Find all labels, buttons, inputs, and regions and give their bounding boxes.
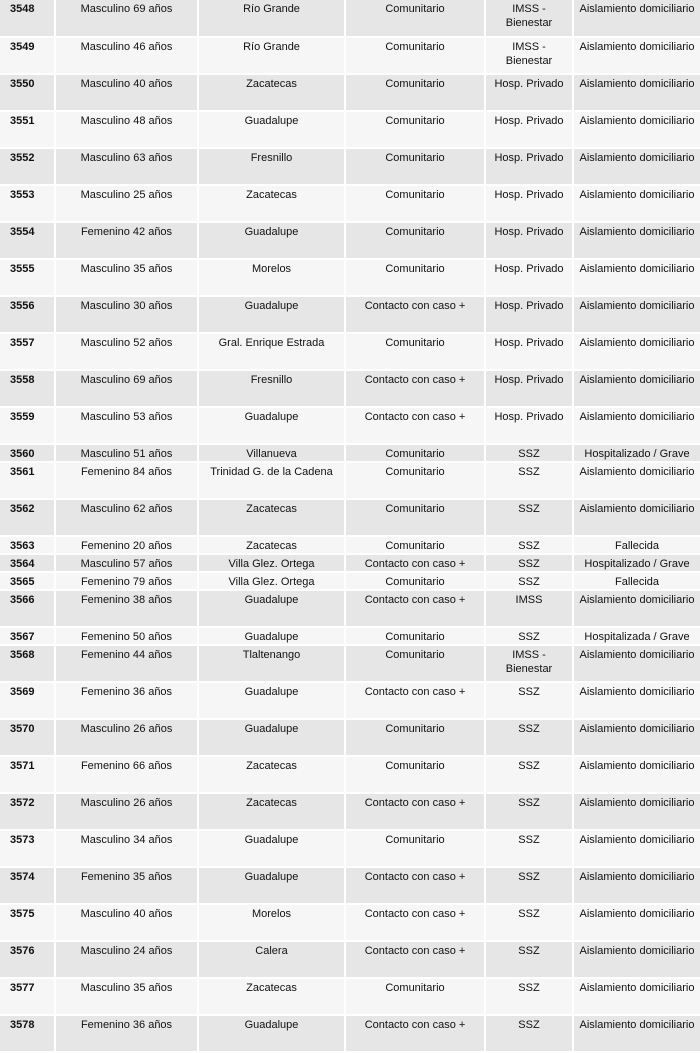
municipality-cell: Calera bbox=[198, 941, 345, 978]
transmission-cell: Comunitario bbox=[345, 0, 485, 37]
transmission-cell: Contacto con caso + bbox=[345, 554, 485, 572]
transmission-cell: Contacto con caso + bbox=[345, 370, 485, 407]
municipality-cell: Zacatecas bbox=[198, 74, 345, 111]
transmission-cell: Contacto con caso + bbox=[345, 867, 485, 904]
status-cell: Aislamiento domiciliario bbox=[573, 185, 700, 222]
municipality-cell: Guadalupe bbox=[198, 1015, 345, 1052]
municipality-cell: Guadalupe bbox=[198, 590, 345, 627]
status-cell: Aislamiento domiciliario bbox=[573, 37, 700, 74]
institution-cell: Hosp. Privado bbox=[485, 259, 573, 296]
transmission-cell: Comunitario bbox=[345, 111, 485, 148]
patient-cell: Masculino 26 años bbox=[55, 719, 198, 756]
institution-cell: SSZ bbox=[485, 904, 573, 941]
transmission-cell: Contacto con caso + bbox=[345, 1015, 485, 1052]
case-id-cell: 3570 bbox=[0, 719, 55, 756]
case-id-cell: 3551 bbox=[0, 111, 55, 148]
patient-cell: Femenino 66 años bbox=[55, 756, 198, 793]
patient-cell: Femenino 20 años bbox=[55, 536, 198, 554]
institution-cell: Hosp. Privado bbox=[485, 148, 573, 185]
status-cell: Fallecida bbox=[573, 536, 700, 554]
patient-cell: Femenino 35 años bbox=[55, 867, 198, 904]
case-id-cell: 3574 bbox=[0, 867, 55, 904]
case-id-cell: 3552 bbox=[0, 148, 55, 185]
table-row bbox=[0, 978, 700, 1015]
table-row bbox=[0, 370, 700, 407]
case-id-cell: 3573 bbox=[0, 830, 55, 867]
transmission-cell: Contacto con caso + bbox=[345, 407, 485, 444]
institution-cell: IMSS bbox=[485, 590, 573, 627]
transmission-cell: Comunitario bbox=[345, 627, 485, 645]
table-row bbox=[0, 296, 700, 333]
municipality-cell: Guadalupe bbox=[198, 830, 345, 867]
patient-cell: Masculino 24 años bbox=[55, 941, 198, 978]
case-id-cell: 3549 bbox=[0, 37, 55, 74]
table-row bbox=[0, 111, 700, 148]
case-id-cell: 3567 bbox=[0, 627, 55, 645]
table-row bbox=[0, 37, 700, 74]
institution-cell: SSZ bbox=[485, 941, 573, 978]
transmission-cell: Contacto con caso + bbox=[345, 682, 485, 719]
table-row bbox=[0, 499, 700, 536]
case-id-cell: 3566 bbox=[0, 590, 55, 627]
status-cell: Aislamiento domiciliario bbox=[573, 259, 700, 296]
patient-cell: Masculino 25 años bbox=[55, 185, 198, 222]
transmission-cell: Contacto con caso + bbox=[345, 590, 485, 627]
case-id-cell: 3577 bbox=[0, 978, 55, 1015]
institution-cell: SSZ bbox=[485, 499, 573, 536]
municipality-cell: Fresnillo bbox=[198, 148, 345, 185]
case-id-cell: 3572 bbox=[0, 793, 55, 830]
patient-cell: Femenino 50 años bbox=[55, 627, 198, 645]
transmission-cell: Comunitario bbox=[345, 719, 485, 756]
municipality-cell: Río Grande bbox=[198, 37, 345, 74]
municipality-cell: Villanueva bbox=[198, 444, 345, 462]
institution-cell: IMSS - Bienestar bbox=[485, 0, 573, 37]
institution-cell: Hosp. Privado bbox=[485, 370, 573, 407]
table-row bbox=[0, 0, 700, 37]
patient-cell: Masculino 48 años bbox=[55, 111, 198, 148]
patient-cell: Masculino 40 años bbox=[55, 74, 198, 111]
case-id-cell: 3550 bbox=[0, 74, 55, 111]
transmission-cell: Comunitario bbox=[345, 536, 485, 554]
institution-cell: Hosp. Privado bbox=[485, 74, 573, 111]
institution-cell: SSZ bbox=[485, 830, 573, 867]
municipality-cell: Zacatecas bbox=[198, 756, 345, 793]
patient-cell: Masculino 46 años bbox=[55, 37, 198, 74]
institution-cell: Hosp. Privado bbox=[485, 185, 573, 222]
table-row bbox=[0, 407, 700, 444]
municipality-cell: Río Grande bbox=[198, 0, 345, 37]
patient-cell: Femenino 36 años bbox=[55, 682, 198, 719]
table-row bbox=[0, 627, 700, 645]
institution-cell: SSZ bbox=[485, 867, 573, 904]
table-row bbox=[0, 462, 700, 499]
case-id-cell: 3557 bbox=[0, 333, 55, 370]
patient-cell: Femenino 84 años bbox=[55, 462, 198, 499]
case-id-cell: 3554 bbox=[0, 222, 55, 259]
municipality-cell: Morelos bbox=[198, 904, 345, 941]
table-row bbox=[0, 572, 700, 590]
status-cell: Aislamiento domiciliario bbox=[573, 296, 700, 333]
municipality-cell: Guadalupe bbox=[198, 222, 345, 259]
case-id-cell: 3564 bbox=[0, 554, 55, 572]
institution-cell: Hosp. Privado bbox=[485, 333, 573, 370]
status-cell: Aislamiento domiciliario bbox=[573, 111, 700, 148]
patient-cell: Femenino 36 años bbox=[55, 1015, 198, 1052]
patient-cell: Masculino 30 años bbox=[55, 296, 198, 333]
status-cell: Aislamiento domiciliario bbox=[573, 407, 700, 444]
status-cell: Hospitalizada / Grave bbox=[573, 627, 700, 645]
transmission-cell: Contacto con caso + bbox=[345, 941, 485, 978]
institution-cell: IMSS - Bienestar bbox=[485, 37, 573, 74]
table-row bbox=[0, 719, 700, 756]
transmission-cell: Contacto con caso + bbox=[345, 793, 485, 830]
table-row bbox=[0, 536, 700, 554]
case-id-cell: 3569 bbox=[0, 682, 55, 719]
institution-cell: SSZ bbox=[485, 682, 573, 719]
municipality-cell: Gral. Enrique Estrada bbox=[198, 333, 345, 370]
transmission-cell: Contacto con caso + bbox=[345, 296, 485, 333]
institution-cell: SSZ bbox=[485, 719, 573, 756]
status-cell: Aislamiento domiciliario bbox=[573, 941, 700, 978]
transmission-cell: Comunitario bbox=[345, 185, 485, 222]
case-id-cell: 3562 bbox=[0, 499, 55, 536]
patient-cell: Masculino 63 años bbox=[55, 148, 198, 185]
institution-cell: SSZ bbox=[485, 572, 573, 590]
table-row bbox=[0, 793, 700, 830]
status-cell: Fallecida bbox=[573, 572, 700, 590]
status-cell: Aislamiento domiciliario bbox=[573, 719, 700, 756]
patient-cell: Masculino 35 años bbox=[55, 259, 198, 296]
transmission-cell: Comunitario bbox=[345, 830, 485, 867]
patient-cell: Masculino 69 años bbox=[55, 370, 198, 407]
municipality-cell: Guadalupe bbox=[198, 627, 345, 645]
transmission-cell: Contacto con caso + bbox=[345, 904, 485, 941]
institution-cell: Hosp. Privado bbox=[485, 296, 573, 333]
case-id-cell: 3556 bbox=[0, 296, 55, 333]
table-row bbox=[0, 867, 700, 904]
table-row bbox=[0, 682, 700, 719]
institution-cell: SSZ bbox=[485, 627, 573, 645]
status-cell: Aislamiento domiciliario bbox=[573, 978, 700, 1015]
institution-cell: SSZ bbox=[485, 444, 573, 462]
patient-cell: Masculino 40 años bbox=[55, 904, 198, 941]
transmission-cell: Comunitario bbox=[345, 462, 485, 499]
municipality-cell: Guadalupe bbox=[198, 867, 345, 904]
institution-cell: SSZ bbox=[485, 554, 573, 572]
status-cell: Aislamiento domiciliario bbox=[573, 462, 700, 499]
patient-cell: Femenino 79 años bbox=[55, 572, 198, 590]
institution-cell: Hosp. Privado bbox=[485, 407, 573, 444]
patient-cell: Femenino 44 años bbox=[55, 645, 198, 682]
case-id-cell: 3561 bbox=[0, 462, 55, 499]
patient-cell: Femenino 42 años bbox=[55, 222, 198, 259]
institution-cell: SSZ bbox=[485, 536, 573, 554]
table-row bbox=[0, 830, 700, 867]
institution-cell: SSZ bbox=[485, 793, 573, 830]
status-cell: Aislamiento domiciliario bbox=[573, 590, 700, 627]
institution-cell: Hosp. Privado bbox=[485, 222, 573, 259]
table-row bbox=[0, 185, 700, 222]
status-cell: Aislamiento domiciliario bbox=[573, 222, 700, 259]
case-id-cell: 3578 bbox=[0, 1015, 55, 1052]
patient-cell: Femenino 38 años bbox=[55, 590, 198, 627]
case-id-cell: 3558 bbox=[0, 370, 55, 407]
case-id-cell: 3559 bbox=[0, 407, 55, 444]
transmission-cell: Comunitario bbox=[345, 444, 485, 462]
status-cell: Aislamiento domiciliario bbox=[573, 0, 700, 37]
case-id-cell: 3563 bbox=[0, 536, 55, 554]
transmission-cell: Comunitario bbox=[345, 978, 485, 1015]
municipality-cell: Villa Glez. Ortega bbox=[198, 572, 345, 590]
status-cell: Aislamiento domiciliario bbox=[573, 645, 700, 682]
status-cell: Aislamiento domiciliario bbox=[573, 333, 700, 370]
table-row bbox=[0, 590, 700, 627]
transmission-cell: Comunitario bbox=[345, 148, 485, 185]
municipality-cell: Trinidad G. de la Cadena bbox=[198, 462, 345, 499]
status-cell: Hospitalizado / Grave bbox=[573, 554, 700, 572]
table-row bbox=[0, 941, 700, 978]
municipality-cell: Guadalupe bbox=[198, 296, 345, 333]
transmission-cell: Comunitario bbox=[345, 222, 485, 259]
transmission-cell: Comunitario bbox=[345, 499, 485, 536]
municipality-cell: Guadalupe bbox=[198, 682, 345, 719]
table-row bbox=[0, 554, 700, 572]
transmission-cell: Comunitario bbox=[345, 572, 485, 590]
municipality-cell: Guadalupe bbox=[198, 407, 345, 444]
status-cell: Hospitalizado / Grave bbox=[573, 444, 700, 462]
transmission-cell: Comunitario bbox=[345, 333, 485, 370]
table-row bbox=[0, 259, 700, 296]
patient-cell: Masculino 53 años bbox=[55, 407, 198, 444]
status-cell: Aislamiento domiciliario bbox=[573, 148, 700, 185]
status-cell: Aislamiento domiciliario bbox=[573, 904, 700, 941]
municipality-cell: Fresnillo bbox=[198, 370, 345, 407]
table-row bbox=[0, 148, 700, 185]
status-cell: Aislamiento domiciliario bbox=[573, 756, 700, 793]
table-row bbox=[0, 222, 700, 259]
table-row bbox=[0, 333, 700, 370]
patient-cell: Masculino 57 años bbox=[55, 554, 198, 572]
transmission-cell: Comunitario bbox=[345, 37, 485, 74]
municipality-cell: Zacatecas bbox=[198, 499, 345, 536]
table-row bbox=[0, 1015, 700, 1052]
case-id-cell: 3565 bbox=[0, 572, 55, 590]
municipality-cell: Zacatecas bbox=[198, 793, 345, 830]
table-row bbox=[0, 645, 700, 682]
table-row bbox=[0, 756, 700, 793]
case-id-cell: 3575 bbox=[0, 904, 55, 941]
case-id-cell: 3548 bbox=[0, 0, 55, 37]
case-id-cell: 3560 bbox=[0, 444, 55, 462]
status-cell: Aislamiento domiciliario bbox=[573, 830, 700, 867]
municipality-cell: Villa Glez. Ortega bbox=[198, 554, 345, 572]
patient-cell: Masculino 26 años bbox=[55, 793, 198, 830]
municipality-cell: Morelos bbox=[198, 259, 345, 296]
case-id-cell: 3555 bbox=[0, 259, 55, 296]
status-cell: Aislamiento domiciliario bbox=[573, 74, 700, 111]
municipality-cell: Guadalupe bbox=[198, 719, 345, 756]
patient-cell: Masculino 62 años bbox=[55, 499, 198, 536]
transmission-cell: Comunitario bbox=[345, 756, 485, 793]
municipality-cell: Guadalupe bbox=[198, 111, 345, 148]
status-cell: Aislamiento domiciliario bbox=[573, 867, 700, 904]
status-cell: Aislamiento domiciliario bbox=[573, 793, 700, 830]
transmission-cell: Comunitario bbox=[345, 645, 485, 682]
patient-cell: Masculino 51 años bbox=[55, 444, 198, 462]
institution-cell: SSZ bbox=[485, 462, 573, 499]
transmission-cell: Comunitario bbox=[345, 74, 485, 111]
case-id-cell: 3568 bbox=[0, 645, 55, 682]
case-id-cell: 3571 bbox=[0, 756, 55, 793]
municipality-cell: Zacatecas bbox=[198, 185, 345, 222]
status-cell: Aislamiento domiciliario bbox=[573, 682, 700, 719]
table-row bbox=[0, 444, 700, 462]
table-row bbox=[0, 904, 700, 941]
institution-cell: Hosp. Privado bbox=[485, 111, 573, 148]
institution-cell: SSZ bbox=[485, 978, 573, 1015]
status-cell: Aislamiento domiciliario bbox=[573, 499, 700, 536]
patient-cell: Masculino 69 años bbox=[55, 0, 198, 37]
municipality-cell: Tlaltenango bbox=[198, 645, 345, 682]
case-id-cell: 3576 bbox=[0, 941, 55, 978]
municipality-cell: Zacatecas bbox=[198, 978, 345, 1015]
institution-cell: IMSS - Bienestar bbox=[485, 645, 573, 682]
institution-cell: SSZ bbox=[485, 1015, 573, 1052]
table-row bbox=[0, 74, 700, 111]
institution-cell: SSZ bbox=[485, 756, 573, 793]
status-cell: Aislamiento domiciliario bbox=[573, 370, 700, 407]
patient-cell: Masculino 52 años bbox=[55, 333, 198, 370]
municipality-cell: Zacatecas bbox=[198, 536, 345, 554]
patient-cell: Masculino 35 años bbox=[55, 978, 198, 1015]
status-cell: Aislamiento domiciliario bbox=[573, 1015, 700, 1052]
case-id-cell: 3553 bbox=[0, 185, 55, 222]
transmission-cell: Comunitario bbox=[345, 259, 485, 296]
patient-cell: Masculino 34 años bbox=[55, 830, 198, 867]
